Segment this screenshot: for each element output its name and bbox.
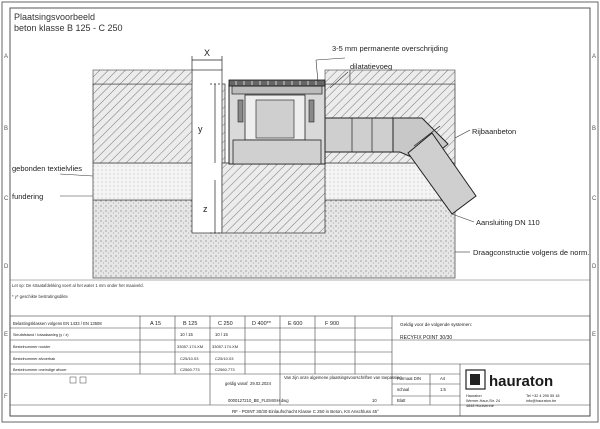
contact-phone: Tel +32 4 295 55 18 xyxy=(526,394,560,398)
row3-c250: C25/10.03 xyxy=(215,356,234,361)
class-b125: B 125 xyxy=(183,321,198,327)
row1-b125: 10 / 15 xyxy=(180,332,193,337)
row4-b125: C2560.773 xyxy=(180,367,200,372)
expansion-joint-label: dilatatievoeg xyxy=(350,62,393,71)
frame-ref-a: A xyxy=(4,54,9,60)
overlap-label: 3-5 mm permanente overschrijding xyxy=(332,44,448,53)
frame-ref-f: F xyxy=(4,394,8,400)
contact-email: info@hauraton.be xyxy=(526,399,557,403)
frame-ref-c-right: C xyxy=(592,196,597,202)
dim-y-label: y xyxy=(198,124,203,134)
date-value: 29.02.2024 xyxy=(250,381,271,386)
dim-x-label: X xyxy=(204,48,211,58)
substructure-label: Draagconstructie volgens de norm. xyxy=(473,248,590,257)
textile-label xyxy=(12,164,82,173)
foundation-label: fundering xyxy=(12,192,44,201)
class-f900: F 900 xyxy=(325,321,340,327)
class-d400: D 400** xyxy=(252,321,271,327)
scale-label: schaal xyxy=(397,387,410,392)
date-label: geldig vanaf xyxy=(225,381,248,386)
disclaimer-text: Van zijn onze algemene plaatsingsvoorschriften van toepassing xyxy=(284,375,402,380)
validity-title: Geldig voor de volgende systemen: xyxy=(400,322,473,327)
connection-label: Aansluiting DN 110 xyxy=(476,218,540,227)
frame-ref-c: C xyxy=(4,196,9,202)
dim-z-label: z xyxy=(203,204,208,214)
system-name: RECYFIX POINT 30/30 xyxy=(400,335,453,341)
row2-b125: 33057.174.XM xyxy=(177,344,204,349)
frame-ref-d-right: D xyxy=(592,264,597,270)
row3-b125: C25/10.03 xyxy=(180,356,199,361)
address-line-3: 4848 Houtvenne xyxy=(466,404,494,408)
class-e600: E 600 xyxy=(288,321,303,327)
row4-label: Bestelnummer oneindige afvoer xyxy=(13,368,67,372)
road-concrete-label: Rijbaanbeton xyxy=(472,127,517,136)
company-name: hauraton xyxy=(489,373,554,390)
format-value: A4 xyxy=(440,376,446,381)
row4-c250: C2560.773 xyxy=(215,367,235,372)
point-drain-body xyxy=(229,84,325,164)
frame-ref-e-right: E xyxy=(592,332,597,338)
note-line-2: * y* geschikte bestratingsdikte xyxy=(12,294,68,299)
frame-ref-d: D xyxy=(4,264,9,270)
class-c250: C 250 xyxy=(218,321,233,327)
frame-ref-a-right: A xyxy=(592,54,597,60)
row1-label: Sleufafstand / totaalaanleg (y / z) xyxy=(13,333,69,337)
frame-ref-b: B xyxy=(4,126,9,132)
textile-label-text: gebonden textielvlies xyxy=(12,164,83,173)
row2-label: Bestelnummer rooster xyxy=(13,345,51,349)
drawing-title-line1: Plaatsingsvoorbeeld xyxy=(14,12,96,22)
sheet-label: Blatt xyxy=(397,398,406,403)
footer-description: RF - POINT 30/30 Einlaufschacht Klasse C 250 in Beton, KS Anschluss 45° xyxy=(232,409,379,414)
address-line-2: Werner-Haur-Str. 24 xyxy=(466,399,501,403)
row2-c250: 33057.174.XM xyxy=(212,344,239,349)
grating xyxy=(229,80,325,86)
certification-stamps xyxy=(70,377,86,383)
scale-value: 1:5 xyxy=(440,387,446,392)
frame-ref-b-right: B xyxy=(592,126,597,132)
address-line-1: Hauraton xyxy=(466,394,482,398)
table-header-label: Belastingsklassen volgens EN 1433 / EN 13508 xyxy=(13,321,102,326)
concrete-bedding xyxy=(222,163,325,233)
row3-label: Bestelnummer afvoerbak xyxy=(13,357,56,361)
doc-number: 0000127210_BE_FLEMISH.dwg xyxy=(228,398,289,403)
title-block xyxy=(10,316,590,416)
drawing-title-line2: beton klasse B 125 - C 250 xyxy=(14,23,123,33)
note-line-1: Let op: De straatafdekking voert al het water 1 mm onder het maaiveld. xyxy=(12,283,144,288)
format-label: Formaat DIN xyxy=(397,376,421,381)
frame-ref-e: E xyxy=(4,332,9,338)
version-label: 10 xyxy=(372,398,377,403)
hauraton-logo xyxy=(466,370,553,390)
class-a15: A 15 xyxy=(150,321,162,327)
row1-c250: 10 / 15 xyxy=(215,332,228,337)
